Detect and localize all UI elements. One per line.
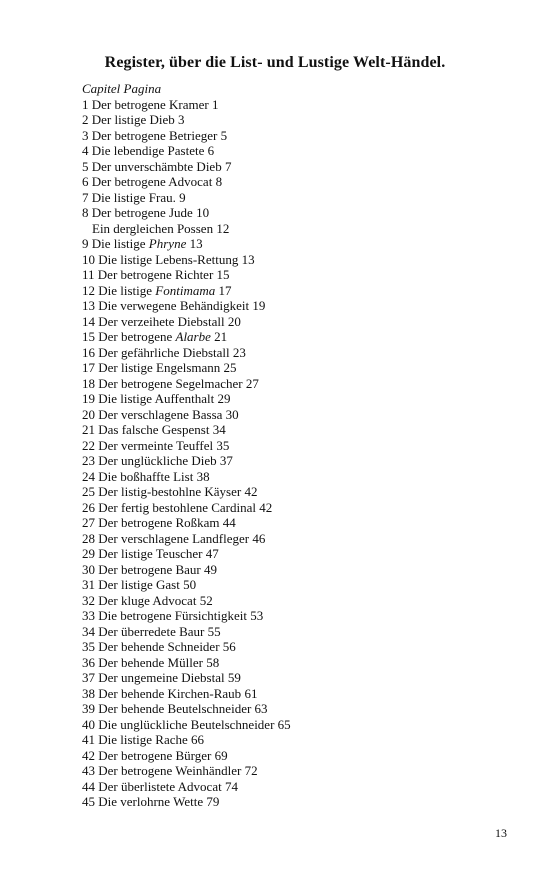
entry-title: Die verlohrne Wette — [98, 794, 204, 809]
entry-page: 55 — [207, 623, 221, 639]
entry-title: Der verschlagene Landfleger — [98, 530, 250, 546]
entry-number: 12 — [82, 282, 95, 298]
entry-title: Der betrogene Bürger — [98, 747, 212, 763]
entry-title: Die betrogene Fürsichtigkeit — [98, 608, 247, 623]
page-title: Register, über die List- und Lustige Welt-Händel. — [104, 54, 446, 71]
entry-title: Der listige Engelsmann — [98, 360, 221, 375]
entry-number: 31 — [82, 577, 95, 592]
entry-page: 13 — [189, 236, 203, 251]
entry-title: Die lebendige Pastete — [91, 143, 205, 158]
entry-page: 19 — [252, 298, 266, 313]
entry-number: 42 — [82, 747, 95, 763]
entry-number: 26 — [82, 499, 95, 515]
toc-entry — [82, 298, 502, 314]
toc-entry — [82, 608, 502, 624]
entry-page: 58 — [206, 654, 220, 670]
toc-entry — [82, 484, 502, 500]
toc-entry — [82, 345, 502, 361]
toc-entry — [82, 360, 502, 376]
entry-page: 23 — [232, 344, 246, 360]
entry-title: Der betrogene Betrieger — [91, 127, 218, 143]
entry-title: Die listige — [91, 236, 146, 251]
toc-entry — [82, 376, 502, 392]
toc-entry — [82, 500, 502, 516]
toc-entry — [82, 515, 502, 531]
entry-title: Der gefährliche Diebstall — [98, 344, 230, 360]
entry-page: 21 — [214, 329, 228, 344]
entry-number: 27 — [82, 515, 95, 530]
toc-entry — [82, 438, 502, 454]
entry-page: 59 — [227, 670, 241, 685]
toc-entry — [82, 748, 502, 764]
toc-entry — [82, 655, 502, 671]
entry-page: 15 — [216, 267, 230, 282]
entry-number: 45 — [82, 794, 95, 809]
pagina-label: Pagina — [123, 81, 162, 96]
toc-entry — [82, 391, 502, 407]
entry-title: Der betrogene Baur — [98, 561, 201, 577]
toc-entry — [82, 190, 502, 206]
toc-entry — [82, 531, 502, 547]
entry-number: 15 — [82, 329, 95, 344]
toc-header — [82, 81, 502, 97]
entry-title: Der betrogene Richter — [97, 267, 214, 282]
toc-entry — [82, 686, 502, 702]
toc-entry — [82, 639, 502, 655]
entry-title: Die verwegene Behändigkeit — [98, 298, 250, 313]
entry-page: 47 — [205, 546, 219, 561]
entry-title: Der betrogene Jude — [91, 205, 193, 220]
entry-number: 2 — [82, 112, 89, 127]
entry-number: 13 — [82, 298, 95, 313]
toc-entry — [82, 546, 502, 562]
entry-number: 1 — [82, 96, 89, 112]
toc-entry — [82, 422, 502, 438]
entry-title: Der behende Beutelschneider — [98, 701, 252, 716]
entry-page: 7 — [224, 158, 232, 174]
entry-page: 72 — [244, 763, 258, 778]
toc-entry — [82, 779, 502, 795]
entry-number: 18 — [82, 375, 95, 391]
toc-entry — [82, 128, 502, 144]
entry-page: 30 — [225, 406, 239, 422]
entry-page: 10 — [196, 205, 210, 220]
entry-number: 21 — [82, 422, 95, 437]
entry-title: Die listige Frau. — [91, 189, 176, 205]
entry-title: Der betrogene Roßkam — [98, 515, 220, 530]
entry-number: 38 — [82, 685, 95, 701]
entry-page: 52 — [199, 592, 213, 608]
entry-page: 6 — [207, 143, 215, 158]
entry-page: 5 — [220, 127, 228, 143]
entry-number: 37 — [82, 670, 95, 685]
toc-entry — [82, 174, 502, 190]
entry-number: 28 — [82, 530, 95, 546]
entry-title: Der überlistete Advocat — [98, 778, 222, 794]
entry-page: 53 — [250, 608, 264, 623]
entry-title: Der listige Dieb — [91, 112, 175, 127]
entry-title: Der fertig bestohlene Cardinal — [98, 499, 256, 515]
entry-page: 49 — [204, 561, 218, 577]
entry-title: Der listige Gast — [98, 577, 180, 592]
entry-title: Der verschlagene Bassa — [98, 406, 223, 422]
entry-number: 30 — [82, 561, 95, 577]
entry-title: Der vermeinte Teuffel — [98, 437, 214, 453]
capitel-label: Capitel — [82, 81, 121, 96]
entry-number: 3 — [82, 127, 89, 143]
toc-entry — [82, 577, 502, 593]
entry-number: 10 — [82, 251, 95, 267]
toc-entry — [82, 283, 502, 299]
entry-number: 34 — [82, 623, 95, 639]
entry-page: 20 — [227, 313, 241, 329]
entry-page: 46 — [252, 530, 266, 546]
toc-entry — [82, 97, 502, 113]
entry-page: 25 — [223, 360, 237, 375]
entry-page: 35 — [216, 437, 230, 453]
entry-page: 44 — [222, 515, 236, 530]
entry-number: 32 — [82, 592, 95, 608]
entry-number: 17 — [82, 360, 95, 375]
entry-page: 3 — [178, 112, 185, 127]
entry-number: 9 — [82, 236, 89, 251]
entry-number: 7 — [82, 189, 89, 205]
entry-number: 6 — [82, 174, 89, 189]
entry-number: 43 — [82, 763, 95, 778]
toc-entry — [82, 205, 502, 221]
entry-number: 8 — [82, 205, 89, 220]
toc-entry — [82, 143, 502, 159]
entry-number: 35 — [82, 639, 95, 654]
entry-number: 4 — [82, 143, 89, 158]
entry-page: 9 — [179, 189, 186, 205]
entry-page: 61 — [244, 685, 258, 701]
entry-title: Der betrogene Advocat — [91, 174, 213, 189]
entry-title: Der behende Kirchen-Raub — [98, 685, 242, 701]
entry-page: 42 — [259, 499, 273, 515]
entry-title-italic: Phryne — [148, 236, 187, 251]
entry-number: 5 — [82, 158, 89, 174]
toc-entry — [82, 624, 502, 640]
entry-number: 23 — [82, 453, 95, 468]
toc-entry — [82, 670, 502, 686]
toc-entry — [82, 593, 502, 609]
page-number: 13 — [495, 826, 507, 840]
entry-title: Der betrogene Weinhändler — [98, 763, 242, 778]
entry-title: Der listige Teuscher — [98, 546, 203, 561]
toc-entry — [82, 469, 502, 485]
entry-title: Der überredete Baur — [98, 623, 205, 639]
toc-list — [82, 97, 502, 810]
entry-title: Der verzeihete Diebstall — [98, 313, 225, 329]
entry-page: 27 — [245, 375, 259, 391]
entry-title: Der betrogene — [98, 329, 173, 344]
entry-number: 40 — [82, 716, 95, 732]
entry-page: 34 — [212, 422, 226, 437]
entry-number: 11 — [82, 267, 95, 282]
entry-number: 25 — [82, 484, 95, 499]
entry-page: 56 — [222, 639, 236, 654]
entry-title: Die listige Lebens-Rettung — [98, 251, 239, 267]
entry-number: 29 — [82, 546, 95, 561]
table-of-contents — [82, 81, 502, 810]
entry-number: 44 — [82, 778, 95, 794]
entry-page: 38 — [196, 468, 210, 484]
entry-number: 33 — [82, 608, 95, 623]
entry-number: 19 — [82, 391, 95, 406]
entry-page: 13 — [241, 251, 255, 267]
entry-title-italic: Alarbe — [175, 329, 211, 344]
entry-page: 8 — [215, 174, 223, 189]
entry-page: 12 — [216, 220, 230, 236]
entry-title: Der unglückliche Dieb — [98, 453, 217, 468]
entry-page: 29 — [217, 391, 231, 406]
toc-entry — [82, 562, 502, 578]
entry-page: 42 — [244, 484, 258, 499]
toc-entry — [82, 763, 502, 779]
entry-number: 24 — [82, 468, 95, 484]
entry-page: 1 — [211, 96, 219, 112]
entry-page: 69 — [214, 747, 228, 763]
entry-page: 50 — [183, 577, 197, 592]
entry-title: Das falsche Gespenst — [98, 422, 210, 437]
toc-entry — [82, 732, 502, 748]
toc-entry — [82, 236, 502, 252]
entry-number: 39 — [82, 701, 95, 716]
entry-page: 63 — [254, 701, 268, 716]
entry-title: Die listige Rache — [98, 732, 188, 747]
entry-page: 66 — [191, 732, 205, 747]
entry-title: Der kluge Advocat — [98, 592, 197, 608]
entry-title: Ein dergleichen Possen — [92, 220, 214, 236]
entry-title: Der behende Müller — [98, 654, 203, 670]
entry-title: Die listige Auffenthalt — [98, 391, 215, 406]
entry-title: Die unglückliche Beutelschneider — [98, 716, 275, 732]
entry-number: 20 — [82, 406, 95, 422]
toc-entry — [82, 701, 502, 717]
entry-title: Der betrogene Kramer — [91, 96, 209, 112]
entry-title: Der betrogene Segelmacher — [98, 375, 243, 391]
entry-page: 37 — [219, 453, 233, 468]
toc-entry — [82, 453, 502, 469]
toc-entry — [82, 112, 502, 128]
toc-entry — [82, 794, 502, 810]
entry-number: 22 — [82, 437, 95, 453]
entry-page: 65 — [277, 716, 291, 732]
toc-entry — [82, 329, 502, 345]
entry-number: 41 — [82, 732, 95, 747]
toc-entry — [82, 314, 502, 330]
toc-entry — [82, 159, 502, 175]
entry-number: 36 — [82, 654, 95, 670]
toc-entry — [82, 252, 502, 268]
entry-title-italic: Fontimama — [155, 282, 216, 298]
entry-title: Die boßhaffte List — [98, 468, 194, 484]
entry-title: Die listige — [98, 282, 153, 298]
entry-title: Der listig-bestohlne Käyser — [98, 484, 242, 499]
entry-title: Der unverschämbte Dieb — [91, 158, 222, 174]
entry-number: 14 — [82, 313, 95, 329]
entry-page: 17 — [218, 282, 232, 298]
entry-title: Der ungemeine Diebstal — [98, 670, 225, 685]
entry-number: 16 — [82, 344, 95, 360]
toc-entry — [82, 221, 502, 237]
toc-entry — [82, 407, 502, 423]
toc-entry — [82, 267, 502, 283]
entry-page: 74 — [224, 778, 238, 794]
entry-page: 79 — [206, 794, 220, 809]
toc-entry — [82, 717, 502, 733]
entry-title: Der behende Schneider — [98, 639, 220, 654]
